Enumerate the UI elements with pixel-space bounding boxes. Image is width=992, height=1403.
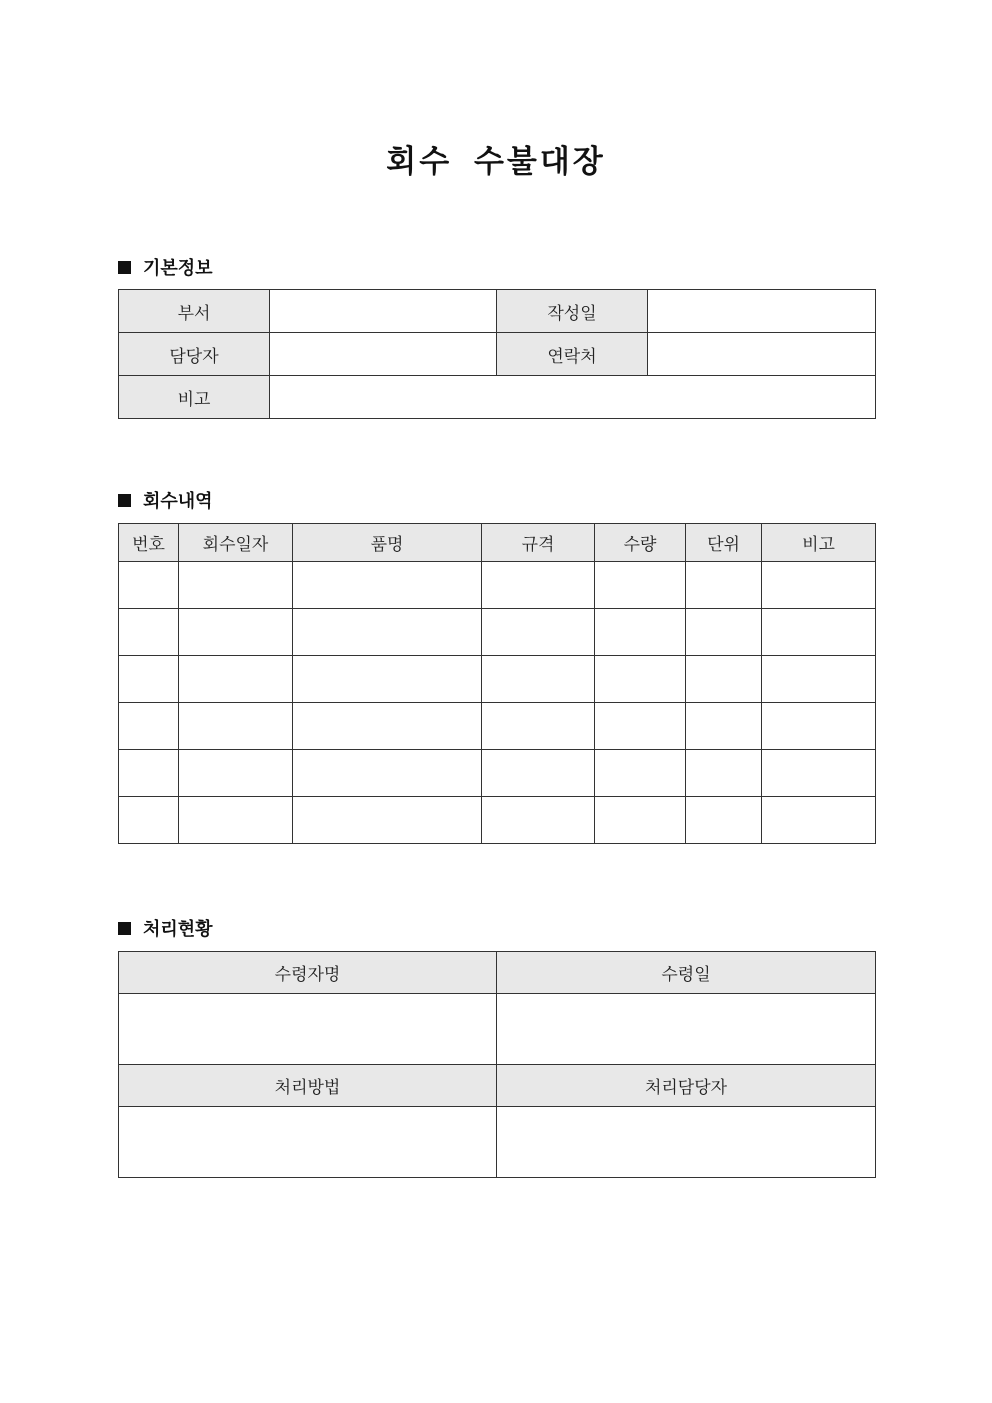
column-header: 품명 — [293, 524, 482, 562]
contact-field[interactable] — [648, 333, 876, 376]
recipient-label: 수령자명 — [119, 952, 497, 994]
method-field[interactable] — [119, 1107, 497, 1178]
table-cell[interactable] — [179, 703, 293, 750]
table-row — [119, 656, 876, 703]
department-field[interactable] — [270, 290, 497, 333]
recovery-heading-text: 회수내역 — [143, 491, 213, 512]
table-cell[interactable] — [595, 562, 686, 609]
table-cell[interactable] — [482, 656, 595, 703]
column-header: 회수일자 — [179, 524, 293, 562]
table-cell[interactable] — [595, 750, 686, 797]
manager-field[interactable] — [270, 333, 497, 376]
basic-info-heading — [118, 254, 213, 280]
table-cell[interactable] — [686, 656, 762, 703]
square-bullet-icon — [118, 922, 131, 935]
page-title: 회수 수불대장 — [386, 144, 606, 180]
processing-table — [118, 951, 876, 1178]
table-cell[interactable] — [686, 750, 762, 797]
recovery-heading — [118, 487, 213, 513]
table-cell[interactable] — [482, 750, 595, 797]
table-cell[interactable] — [686, 609, 762, 656]
table-row — [119, 562, 876, 609]
table-row — [119, 750, 876, 797]
table-cell[interactable] — [482, 797, 595, 844]
table-cell[interactable] — [482, 609, 595, 656]
written-date-label: 작성일 — [497, 290, 648, 333]
table-cell[interactable] — [595, 703, 686, 750]
table-row — [119, 609, 876, 656]
table-cell[interactable] — [293, 750, 482, 797]
table-cell[interactable] — [293, 562, 482, 609]
table-cell[interactable] — [482, 703, 595, 750]
column-header: 비고 — [762, 524, 876, 562]
column-header: 규격 — [482, 524, 595, 562]
column-header: 번호 — [119, 524, 179, 562]
table-cell[interactable] — [293, 797, 482, 844]
table-cell[interactable] — [762, 797, 876, 844]
manager-label: 담당자 — [119, 333, 270, 376]
table-cell[interactable] — [762, 656, 876, 703]
table-cell[interactable] — [179, 656, 293, 703]
table-cell[interactable] — [762, 609, 876, 656]
table-cell[interactable] — [293, 703, 482, 750]
table-cell[interactable] — [179, 562, 293, 609]
table-cell[interactable] — [686, 797, 762, 844]
table-cell[interactable] — [119, 703, 179, 750]
table-cell[interactable] — [482, 562, 595, 609]
table-cell[interactable] — [762, 750, 876, 797]
received-date-label: 수령일 — [497, 952, 876, 994]
recipient-field[interactable] — [119, 994, 497, 1065]
remarks-field[interactable] — [270, 376, 876, 419]
table-cell[interactable] — [762, 703, 876, 750]
table-cell[interactable] — [119, 562, 179, 609]
table-cell[interactable] — [293, 656, 482, 703]
basic-info-heading-text: 기본정보 — [143, 258, 213, 279]
written-date-field[interactable] — [648, 290, 876, 333]
recovery-header-row — [119, 524, 876, 562]
method-label: 처리방법 — [119, 1065, 497, 1107]
table-cell[interactable] — [179, 797, 293, 844]
recovery-table — [118, 523, 876, 844]
square-bullet-icon — [118, 261, 131, 274]
processing-heading — [118, 915, 213, 941]
handler-field[interactable] — [497, 1107, 876, 1178]
table-cell[interactable] — [119, 609, 179, 656]
column-header: 수량 — [595, 524, 686, 562]
table-cell[interactable] — [119, 656, 179, 703]
received-date-field[interactable] — [497, 994, 876, 1065]
table-cell[interactable] — [686, 562, 762, 609]
table-row — [119, 797, 876, 844]
basic-info-table — [118, 289, 876, 419]
table-cell[interactable] — [762, 562, 876, 609]
table-cell[interactable] — [686, 703, 762, 750]
remarks-label: 비고 — [119, 376, 270, 419]
table-cell[interactable] — [595, 609, 686, 656]
processing-heading-text: 처리현황 — [143, 919, 213, 940]
table-cell[interactable] — [179, 750, 293, 797]
table-cell[interactable] — [293, 609, 482, 656]
table-cell[interactable] — [119, 797, 179, 844]
handler-label: 처리담당자 — [497, 1065, 876, 1107]
table-cell[interactable] — [119, 750, 179, 797]
square-bullet-icon — [118, 494, 131, 507]
table-cell[interactable] — [595, 797, 686, 844]
table-row — [119, 703, 876, 750]
column-header: 단위 — [686, 524, 762, 562]
table-cell[interactable] — [595, 656, 686, 703]
contact-label: 연락처 — [497, 333, 648, 376]
department-label: 부서 — [119, 290, 270, 333]
table-cell[interactable] — [179, 609, 293, 656]
